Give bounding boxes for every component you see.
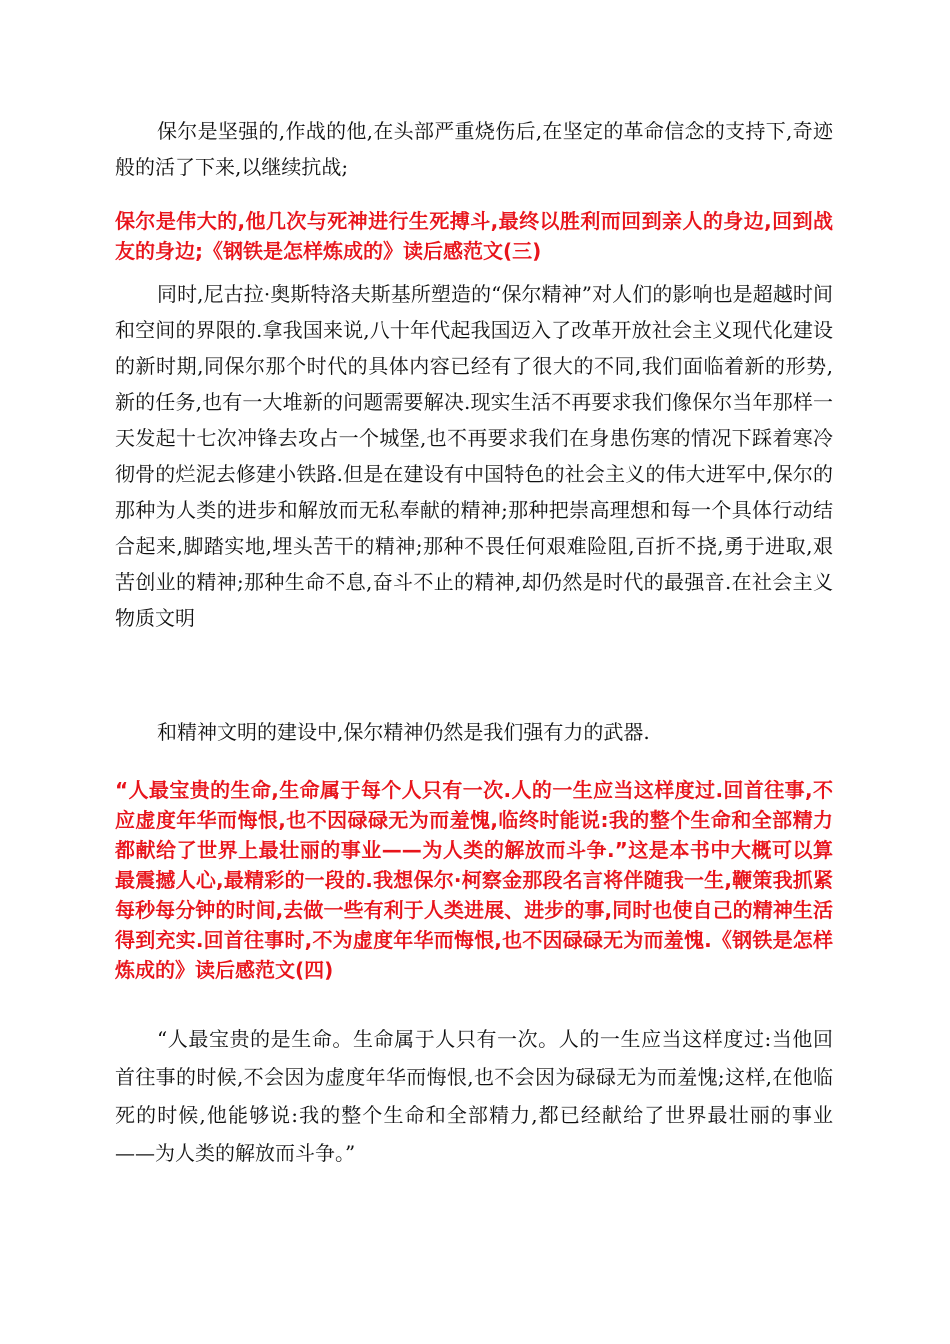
paragraph-famous-quote: “人最宝贵的是生命。生命属于人只有一次。人的一生应当这样度过:当他回首往事的时候,不会因为虚度年华而悔恨,也不会因为碌碌无为而羞愧;这样,在他临死的时候,他能够说:我的整个生命和全部精力,都已经献给了世界最壮丽的事业——为人类的解放而斗争。” [115, 1027, 833, 1165]
highlight-paul-great-section-three: 保尔是伟大的,他几次与死神进行生死搏斗,最终以胜利而回到亲人的身边,回到战友的身边;《钢铁是怎样炼成的》读后感范文(三) [115, 209, 833, 263]
paragraph-paul-strong: 保尔是坚强的,作战的他,在头部严重烧伤后,在坚定的革命信念的支持下,奇迹般的活了下来,以继续抗战; [115, 119, 833, 179]
paragraph-paul-spirit: 同时,尼古拉·奥斯特洛夫斯基所塑造的“保尔精神”对人们的影响也是超越时间和空间的界限的.拿我国来说,八十年代起我国迈入了改革开放社会主义现代化建设的新时期,同保尔那个时代的具体内容已经有了很大的不同,我们面临着新的形势,新的任务,也有一大堆新的问题需要解决.现实生活不再要求我们像保尔当年那样一天发起十七次冲锋去攻占一个城堡,也不再要求我们在身患伤寒的情况下踩着寒冷彻骨的烂泥去修建小铁路.但是在建设有中国特色的社会主义的伟大进军中,保尔的那种为人类的进步和解放而无私奉献的精神;那种把崇高理想和每一个具体行动结合起来,脚踏实地,埋头苦干的精神;那种不畏任何艰难险阻,百折不挠,勇于进取,艰苦创业的精神;那种生命不息,奋斗不止的精神,却仍然是时代的最强音.在社会主义物质文明 [115, 282, 833, 630]
highlight-famous-quote-section-four: “人最宝贵的生命,生命属于每个人只有一次.人的一生应当这样度过.回首往事,不应虚度年华而悔恨,也不因碌碌无为而羞愧,临终时能说:我的整个生命和全部精力都献给了世界上最壮丽的事业——为人类的解放而斗争.”这是本书中大概可以算最震撼人心,最精彩的一段的.我想保尔·柯察金那段名言将伴随我一生,鞭策我抓紧每秒每分钟的时间,去做一些有利于人类进展、进步的事,同时也使自己的精神生活得到充实.回首往事时,不为虚度年华而悔恨,也不因碌碌无为而羞愧.《钢铁是怎样炼成的》读后感范文(四) [115, 778, 833, 982]
paragraph-spiritual-civilization: 和精神文明的建设中,保尔精神仍然是我们强有力的武器. [157, 720, 650, 744]
